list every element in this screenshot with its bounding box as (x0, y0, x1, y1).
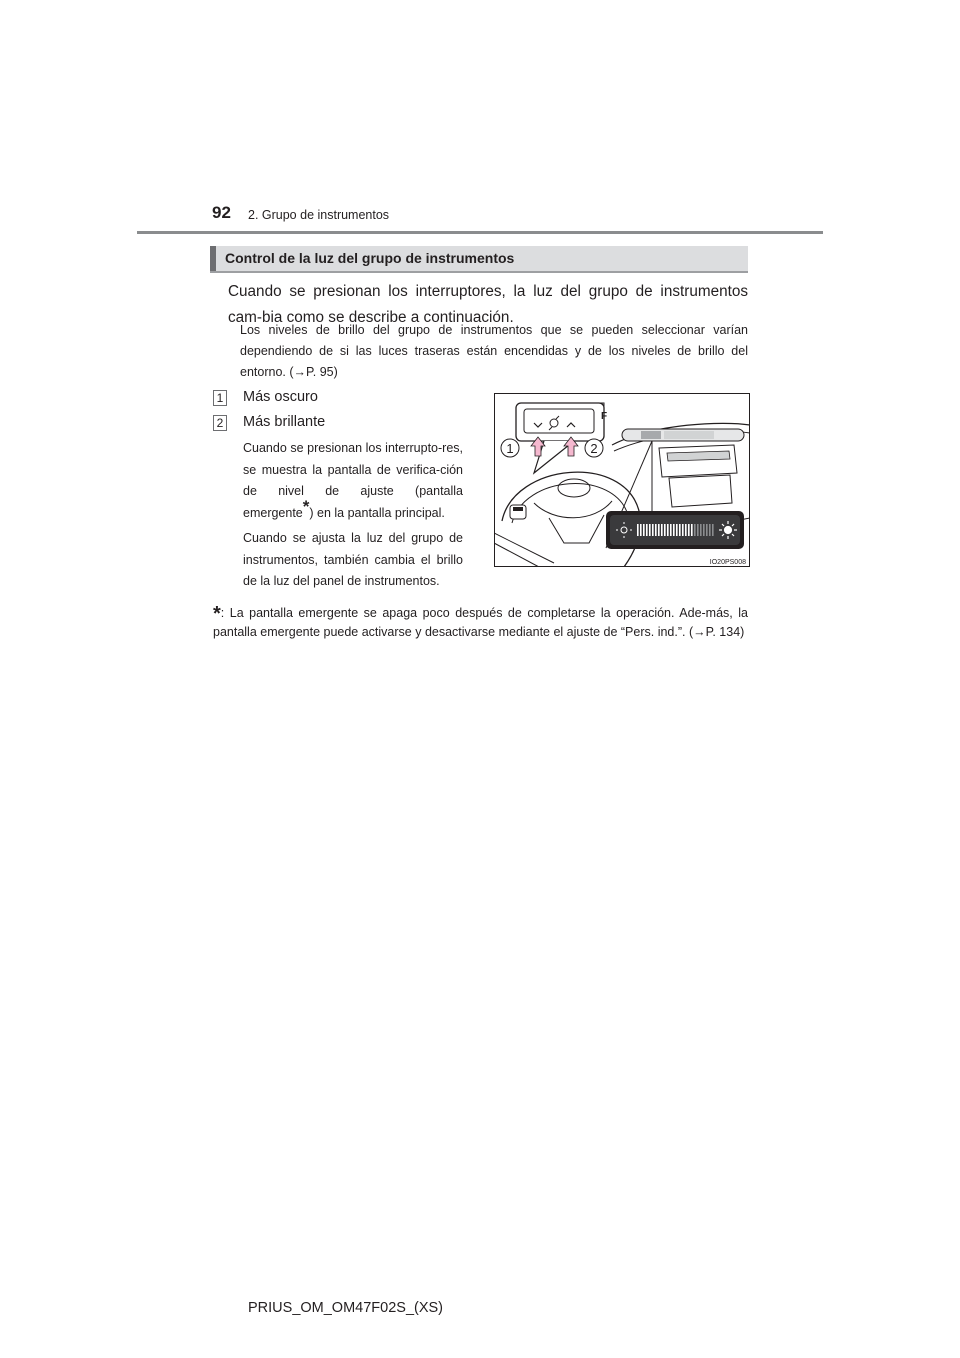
brightness-tick (688, 524, 690, 536)
brightness-tick (646, 524, 648, 536)
section-title: 2. Grupo de instrumentos (248, 208, 390, 222)
topic-heading: Control de la luz del grupo de instrumentos (225, 250, 515, 266)
brightness-tick (664, 524, 666, 536)
brightness-tick (655, 524, 657, 536)
description-text-1b: ) en la pantalla principal. (309, 505, 445, 520)
brightness-tick (667, 524, 669, 536)
figure-letter: F (601, 411, 608, 422)
brightness-tick (706, 524, 708, 536)
instrument-panel-illustration (494, 393, 750, 567)
brightness-tick (670, 524, 672, 536)
topic-heading-bar (210, 246, 748, 273)
brightness-tick (703, 524, 705, 536)
topic-heading-accent (210, 246, 216, 271)
footnote-marker: * (302, 496, 310, 516)
description-paragraph-1 (243, 438, 463, 524)
item-label-darker: Más oscuro (243, 389, 318, 405)
brightness-tick (661, 524, 663, 536)
item-label-brighter: Más brillante (243, 414, 326, 430)
page-reference: (→P. 95) (289, 365, 338, 379)
footer-document-code: PRIUS_OM_OM47F02S_(XS) (248, 1300, 444, 1316)
brightness-tick (643, 524, 645, 536)
callout-number-1: 1 (506, 441, 514, 456)
brightness-tick (691, 524, 693, 536)
callout-number-2: 2 (590, 441, 598, 456)
description-text-1a: Cuando se presionan los interrupto-res, se muestra la pantalla de verifica-ción de nivel de ajuste (pantalla emergente (243, 441, 463, 520)
brightness-tick (697, 524, 699, 536)
brightness-tick (673, 524, 675, 536)
note-text: Los niveles de brillo del grupo de instrumentos que se pueden seleccionar varían dependiendo de si las luces traseras están encendidas y de los niveles de brillo del entorno. (240, 323, 748, 379)
brightness-tick (709, 524, 711, 536)
footnote-text: : La pantalla emergente se apaga poco después de completarse la operación. Ade-más, la pantalla emergente puede activarse y desactivarse mediante el ajuste de “Pers. ind.”. (→P. 134) (213, 606, 748, 639)
footnote (213, 604, 748, 641)
brightness-tick (676, 524, 678, 536)
header-divider (137, 231, 823, 234)
figure-code: IO20PS008 (709, 559, 746, 566)
item-description (243, 438, 463, 597)
brightness-tick (652, 524, 654, 536)
item-number-1: 1 (213, 390, 227, 406)
brightness-tick (679, 524, 681, 536)
brightness-tick (658, 524, 660, 536)
brightness-tick (685, 524, 687, 536)
brightness-tick (637, 524, 639, 536)
item-number-2: 2 (213, 415, 227, 431)
page-number: 92 (212, 203, 231, 222)
note-paragraph (240, 320, 748, 383)
brightness-tick (682, 524, 684, 536)
brightness-tick (700, 524, 702, 536)
brightness-tick (712, 524, 714, 536)
footnote-star: * (213, 603, 221, 625)
description-paragraph-2: Cuando se ajusta la luz del grupo de instrumentos, también cambia el brillo de la luz del panel de instrumentos. (243, 531, 463, 588)
brightness-tick (649, 524, 651, 536)
brightness-tick (640, 524, 642, 536)
brightness-tick (694, 524, 696, 536)
intro-paragraph: Cuando se presionan los interruptores, la luz del grupo de instrumentos cam-bia como se describe a continuación. (228, 283, 748, 326)
